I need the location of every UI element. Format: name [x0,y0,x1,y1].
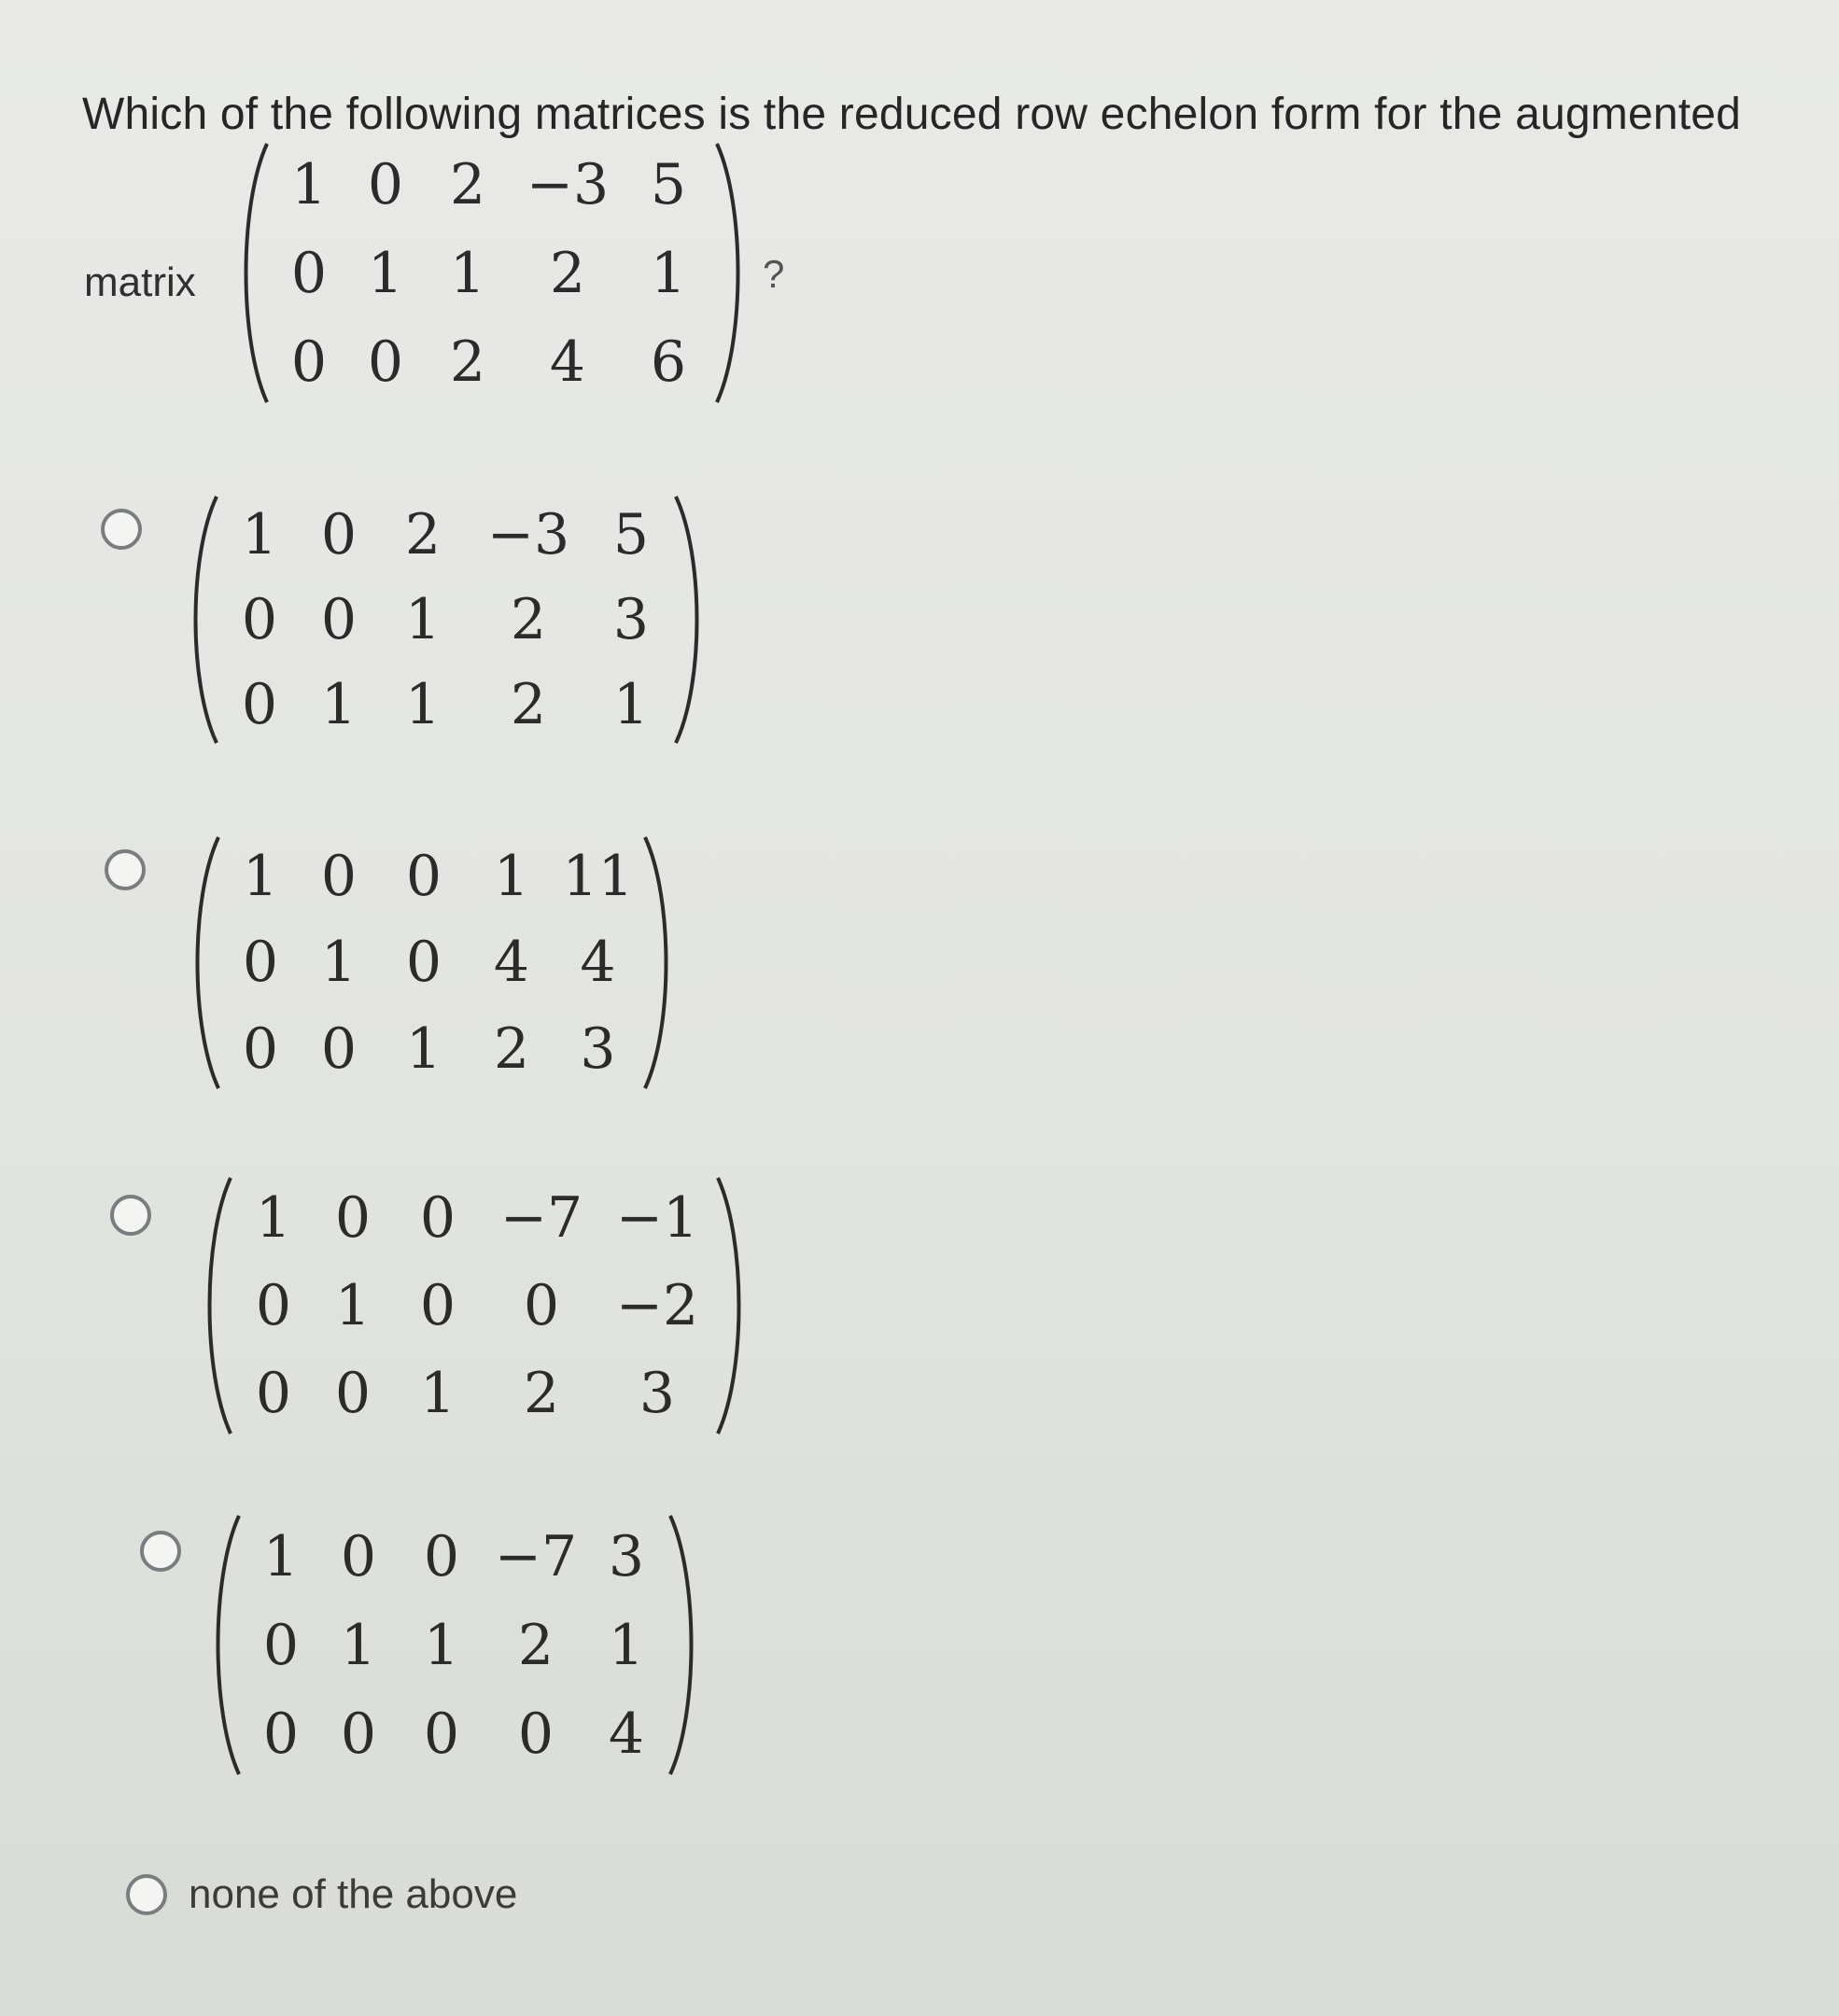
matrix-cell: 1 [419,1361,456,1426]
right-parenthesis [639,833,677,1092]
matrix-cell: 5 [650,151,687,217]
matrix-cell: 11 [562,844,634,910]
matrix-cell: 0 [423,1701,460,1767]
right-parenthesis [711,140,749,406]
matrix-label: matrix [84,259,196,305]
matrix-cell: 2 [510,671,547,737]
option-1-grid [222,493,670,747]
matrix-cell: 1 [493,844,530,910]
matrix-cell: 0 [290,329,328,395]
matrix-cell: −7 [499,1185,583,1251]
option-2-radio[interactable] [105,849,146,890]
matrix-cell: 0 [340,1701,377,1767]
matrix-cell: 2 [449,151,486,217]
matrix-cell: 0 [255,1273,292,1338]
left-parenthesis [235,140,273,406]
matrix-cell: 0 [419,1273,456,1338]
matrix-cell: 0 [367,151,404,217]
matrix-cell: 1 [367,240,404,306]
option-4-grid [245,1512,665,1778]
matrix-cell: 2 [517,1612,555,1678]
option-1-matrix[interactable] [185,493,708,747]
matrix-cell: 1 [404,671,442,737]
question-matrix [235,140,749,406]
option-2-matrix[interactable] [187,833,677,1092]
matrix-cell: 1 [255,1185,292,1251]
matrix-cell: 1 [608,1612,645,1678]
option-3-radio[interactable] [110,1195,151,1236]
matrix-cell: 0 [262,1701,300,1767]
matrix-cell: −7 [494,1523,578,1589]
matrix-cell: 4 [493,930,530,996]
matrix-cell: 0 [262,1612,300,1678]
matrix-cell: 0 [334,1361,372,1426]
matrix-cell: 1 [405,1015,442,1082]
matrix-cell: −3 [486,502,570,568]
right-parenthesis [670,493,708,747]
right-parenthesis [665,1512,702,1778]
matrix-cell: 1 [449,240,486,306]
matrix-cell: 3 [580,1015,616,1082]
option-3-grid [236,1174,712,1437]
matrix-cell: 0 [523,1273,560,1338]
matrix-cell: 0 [290,240,328,306]
matrix-cell: 2 [510,586,547,652]
matrix-cell: 0 [340,1523,377,1589]
matrix-cell: 3 [612,586,650,652]
matrix-cell: 0 [517,1701,555,1767]
option-4-matrix[interactable] [207,1512,702,1778]
option-1-radio[interactable] [101,509,142,550]
matrix-cell: 4 [580,930,616,996]
matrix-cell: 1 [404,586,442,652]
matrix-cell: 0 [320,844,358,910]
matrix-cell: 2 [404,502,442,568]
option-2-grid [224,833,639,1092]
matrix-cell: 0 [241,671,278,737]
matrix-cell: 0 [334,1185,372,1251]
matrix-cell: 1 [320,671,358,737]
matrix-cell: 1 [262,1523,300,1589]
matrix-cell: 0 [405,844,442,910]
question-mark: ? [763,252,785,296]
matrix-cell: 2 [493,1015,530,1082]
matrix-cell: 0 [405,930,442,996]
matrix-cell: 1 [290,151,328,217]
matrix-cell: 2 [523,1361,560,1426]
matrix-cell: 0 [255,1361,292,1426]
matrix-cell: 3 [608,1523,645,1589]
matrix-cell: 1 [423,1612,460,1678]
matrix-cell: 3 [639,1361,676,1426]
matrix-cell: 1 [242,844,279,910]
matrix-cell: 0 [320,1015,358,1082]
matrix-cell: 5 [612,502,650,568]
matrix-cell: 1 [650,240,687,306]
matrix-cell: 0 [242,930,279,996]
option-4-radio[interactable] [140,1531,181,1572]
matrix-cell: 0 [367,329,404,395]
option-3-matrix[interactable] [199,1174,750,1437]
matrix-cell: 4 [549,329,586,395]
matrix-cell: 0 [419,1185,456,1251]
question-text: Which of the following matrices is the reduced row echelon form for the augmented [82,90,1742,139]
none-option-radio[interactable] [126,1874,167,1915]
matrix-cell: 0 [320,502,358,568]
matrix-cell: 4 [608,1701,645,1767]
right-parenthesis [712,1174,750,1437]
left-parenthesis [185,493,222,747]
matrix-cell: −2 [615,1273,699,1338]
none-option-label[interactable]: none of the above [189,1871,518,1917]
matrix-cell: 0 [320,586,358,652]
matrix-cell: 0 [241,586,278,652]
matrix-cell: 1 [334,1273,372,1338]
matrix-cell: 6 [650,329,687,395]
left-parenthesis [187,833,224,1092]
matrix-cell: 1 [612,671,650,737]
matrix-cell: −1 [615,1185,699,1251]
matrix-cell: 1 [241,502,278,568]
matrix-cell: 2 [449,329,486,395]
matrix-cell: 0 [423,1523,460,1589]
left-parenthesis [199,1174,236,1437]
matrix-cell: −3 [526,151,610,217]
left-parenthesis [207,1512,245,1778]
matrix-cell: 1 [320,930,358,996]
matrix-cell: 1 [340,1612,377,1678]
matrix-cell: 2 [549,240,586,306]
question-matrix-grid [273,140,711,406]
matrix-cell: 0 [242,1015,279,1082]
